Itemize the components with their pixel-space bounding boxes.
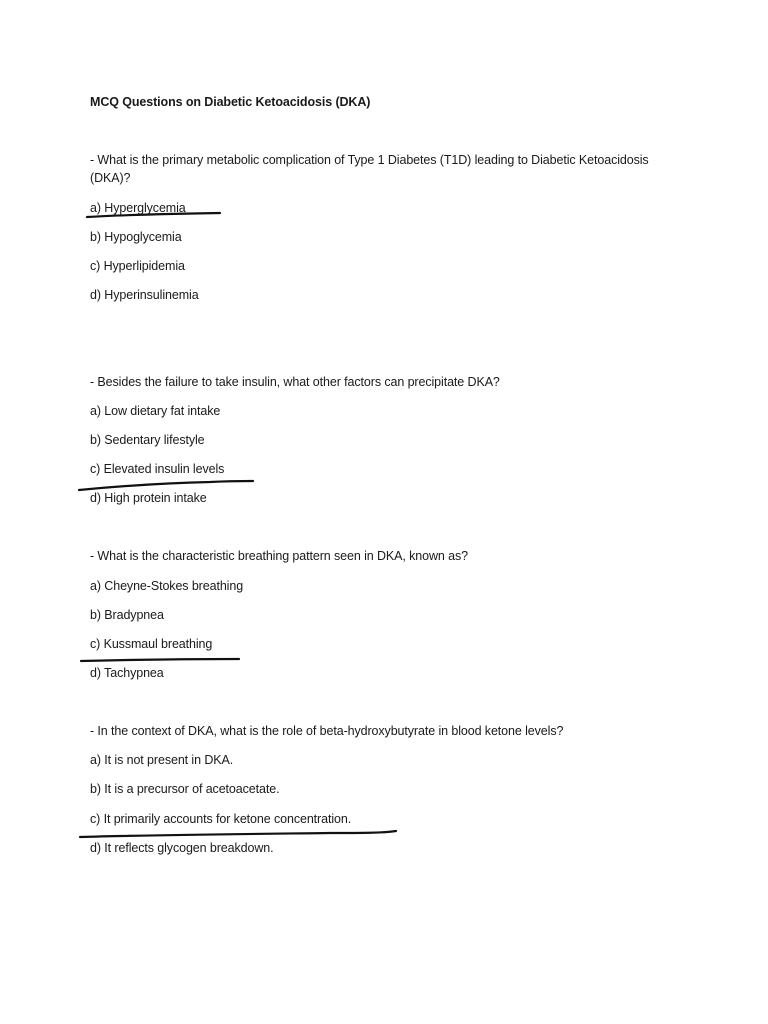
question-4-option-a: a) It is not present in DKA. [90,753,234,767]
question-2-option-b: b) Sedentary lifestyle [90,433,205,447]
question-3-prompt: - What is the characteristic breathing pattern seen in DKA, known as? [90,549,469,563]
question-1-option-b: b) Hypoglycemia [90,230,182,244]
question-2-prompt: - Besides the failure to take insulin, what other factors can precipitate DKA? [90,375,500,389]
question-3-option-a: a) Cheyne-Stokes breathing [90,579,244,593]
question-3-option-b: b) Bradypnea [90,608,164,622]
question-1-prompt: - What is the primary metabolic complication of Type 1 Diabetes (T1D) leading to Diabetic Ketoacidosis (DKA)? [90,153,649,185]
question-3-option-d: d) Tachypnea [90,666,164,680]
question-4-option-d: d) It reflects glycogen breakdown. [90,841,274,855]
question-4-prompt: - In the context of DKA, what is the role of beta-hydroxybutyrate in blood ketone levels? [90,724,564,738]
question-1-option-d: d) Hyperinsulinemia [90,288,199,302]
document-title: MCQ Questions on Diabetic Ketoacidosis (DKA) [90,95,371,109]
question-4-option-b: b) It is a precursor of acetoacetate. [90,782,280,796]
question-1-option-c: c) Hyperlipidemia [90,259,185,273]
question-4-answer-underline [80,831,396,837]
question-4-option-c: c) It primarily accounts for ketone concentration. [90,812,352,826]
question-3-answer-underline [81,659,239,661]
question-2-option-d: d) High protein intake [90,491,207,505]
question-2-option-a: a) Low dietary fat intake [90,404,221,418]
question-1-option-a: a) Hyperglycemia [90,201,186,215]
question-2-option-c: c) Elevated insulin levels [90,462,225,476]
question-3-option-c: c) Kussmaul breathing [90,637,213,651]
